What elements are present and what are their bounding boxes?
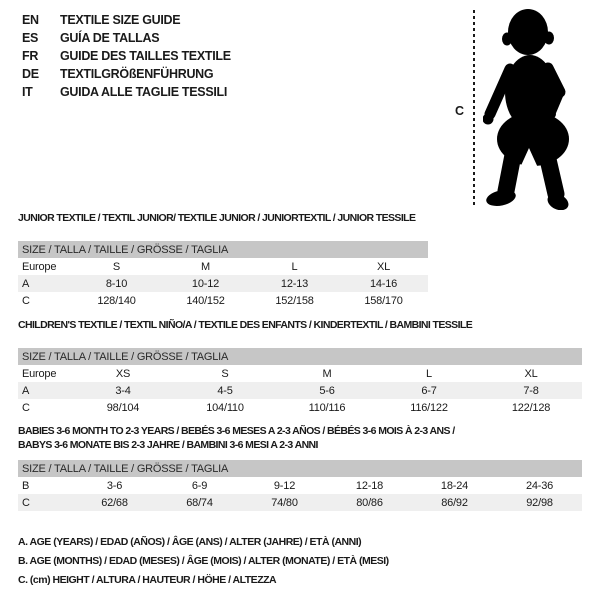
height-measure-dashed-line	[473, 10, 475, 208]
size-header-row	[18, 348, 582, 365]
language-row-fr	[22, 47, 231, 65]
value-cell: 7-8	[480, 382, 582, 399]
language-title: TEXTILGRÖßENFÜHRUNG	[60, 67, 214, 81]
value-cell: 10-12	[161, 275, 250, 292]
language-code: DE	[22, 67, 39, 81]
table-row-height	[18, 494, 582, 511]
language-row-it	[22, 83, 231, 101]
language-code: FR	[22, 49, 39, 63]
legend	[18, 533, 389, 590]
value-cell: 24-36	[525, 479, 554, 492]
children-textile-section	[18, 318, 582, 416]
size-header-label: SIZE / TALLA / TAILLE / GRÖSSE / TAGLIA	[18, 460, 582, 477]
babies-table-title	[18, 424, 582, 452]
size-cell: XL	[524, 367, 538, 380]
junior-table-title: JUNIOR TEXTILE / TEXTIL JUNIOR/ TEXTILE JUNIOR / JUNIORTEXTIL / JUNIOR TESSILE	[18, 212, 416, 224]
row-label: Europe	[22, 260, 57, 273]
language-title: GUIDE DES TAILLES TEXTILE	[60, 49, 231, 63]
table-row-europe	[18, 258, 428, 275]
value-cell: 5-6	[276, 382, 378, 399]
value-cell: 68/74	[157, 494, 242, 511]
value-cell: 12-13	[250, 275, 339, 292]
value-cell: 152/158	[275, 294, 314, 307]
size-cell: S	[112, 260, 121, 273]
value-cell: 140/152	[186, 294, 225, 307]
legend-line-a: A. AGE (YEARS) / EDAD (AÑOS) / ÂGE (ANS) / ALTER (JAHRE) / ETÀ (ANNI)	[18, 536, 362, 548]
table-row-europe	[18, 365, 582, 382]
size-header-row	[18, 460, 582, 477]
value-cell: 86/92	[412, 494, 497, 511]
row-label: Europe	[22, 367, 57, 380]
size-cell: L	[426, 367, 432, 380]
table-row-age-years	[18, 275, 428, 292]
value-cell: 12-18	[355, 479, 384, 492]
table-row-height	[18, 399, 582, 416]
size-cell: M	[201, 260, 210, 273]
value-cell: 110/116	[308, 401, 346, 414]
size-cell: XL	[376, 260, 391, 273]
legend-line-b: B. AGE (MONTHS) / EDAD (MESES) / ÂGE (MOIS) / ALTER (MONATE) / ETÀ (MESI)	[18, 555, 389, 567]
language-title: TEXTILE SIZE GUIDE	[60, 13, 181, 27]
babies-title-line2: BABYS 3-6 MONATE BIS 2-3 JAHRE / BAMBINI 3-6 MESI A 2-3 ANNI	[18, 439, 318, 451]
value-cell: 104/110	[206, 401, 244, 414]
row-label: C	[22, 401, 30, 414]
value-cell: 128/140	[97, 294, 136, 307]
babies-title-line1: BABIES 3-6 MONTH TO 2-3 YEARS / BEBÉS 3-6 MESES A 2-3 AÑOS / BÉBÉS 3-6 MOIS À 2-3 ANS /	[18, 425, 455, 437]
babies-textile-section	[18, 424, 582, 511]
junior-size-table	[18, 241, 428, 309]
row-label: B	[22, 479, 30, 492]
table-row-height	[18, 292, 428, 309]
value-cell: 122/128	[511, 401, 551, 414]
value-cell: 3-6	[106, 479, 123, 492]
value-cell: 6-9	[191, 479, 208, 492]
size-cell: M	[322, 367, 332, 380]
language-code: EN	[22, 13, 39, 27]
value-cell: 98/104	[106, 401, 140, 414]
size-header-label: SIZE / TALLA / TAILLE / GRÖSSE / TAGLIA	[18, 348, 582, 365]
baby-silhouette-image	[483, 8, 591, 210]
value-cell: 158/170	[364, 294, 403, 307]
children-size-table	[18, 348, 582, 416]
value-cell: 116/122	[410, 401, 448, 414]
value-cell: 8-10	[72, 275, 161, 292]
row-label: C	[22, 294, 30, 307]
value-cell: 4-5	[174, 382, 276, 399]
language-code: IT	[22, 85, 33, 99]
size-header-label: SIZE / TALLA / TAILLE / GRÖSSE / TAGLIA	[18, 241, 428, 258]
value-cell: 6-7	[378, 382, 480, 399]
value-cell: 9-12	[273, 479, 296, 492]
value-cell: 62/68	[72, 494, 157, 511]
row-label: C	[18, 494, 72, 511]
junior-textile-section	[18, 211, 428, 309]
height-measure-label: C	[455, 104, 465, 118]
language-row-de	[22, 65, 231, 83]
table-row-age-years	[18, 382, 582, 399]
row-label: A	[18, 382, 72, 399]
size-cell: S	[221, 367, 229, 380]
size-cell: XS	[115, 367, 131, 380]
table-row-age-months	[18, 477, 582, 494]
children-table-title: CHILDREN'S TEXTILE / TEXTIL NIÑO/A / TEXTILE DES ENFANTS / KINDERTEXTIL / BAMBINI TESSILE	[18, 319, 473, 331]
language-code: ES	[22, 31, 39, 45]
value-cell: 74/80	[242, 494, 327, 511]
value-cell: 18-24	[440, 479, 469, 492]
language-title-list	[22, 11, 231, 101]
size-cell: L	[291, 260, 298, 273]
value-cell: 80/86	[327, 494, 412, 511]
language-title: GUIDA ALLE TAGLIE TESSILI	[60, 85, 228, 99]
value-cell: 92/98	[497, 494, 582, 511]
row-label: A	[18, 275, 72, 292]
babies-size-table	[18, 460, 582, 511]
value-cell: 14-16	[339, 275, 428, 292]
language-row-es	[22, 29, 231, 47]
value-cell: 3-4	[72, 382, 174, 399]
language-title: GUÍA DE TALLAS	[60, 31, 160, 45]
size-header-row	[18, 241, 428, 258]
language-row-en	[22, 11, 231, 29]
legend-line-c: C. (cm) HEIGHT / ALTURA / HAUTEUR / HÖHE / ALTEZZA	[18, 574, 277, 586]
